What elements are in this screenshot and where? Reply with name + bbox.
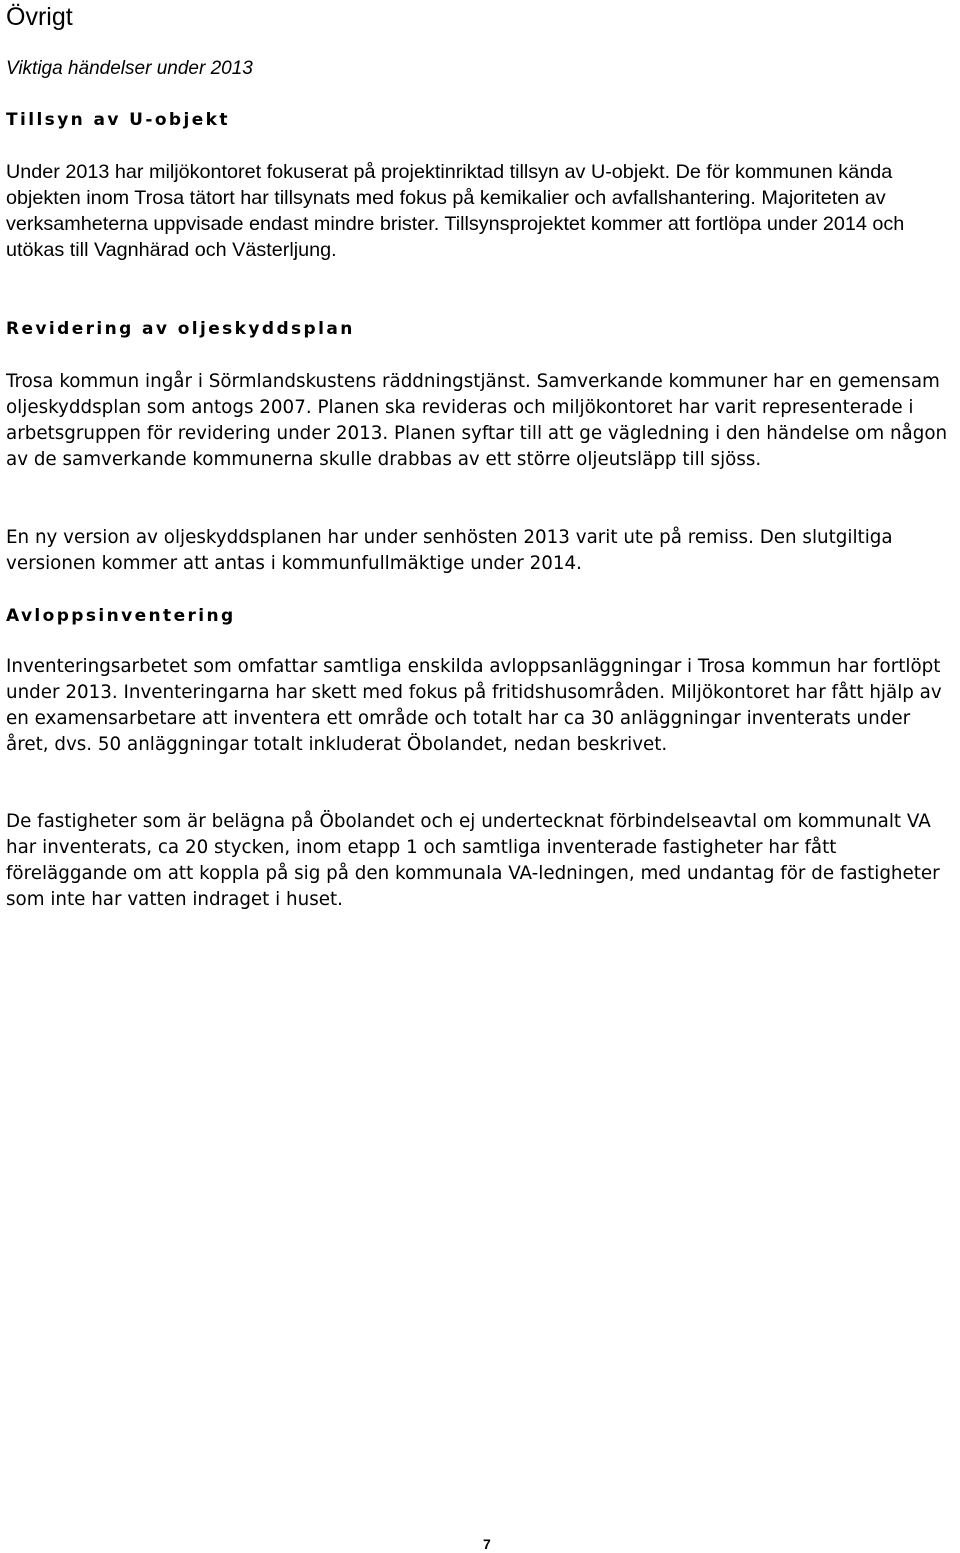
section-paragraph-oljeskyddsplan-1: Trosa kommun ingår i Sörmlandskustens räddningstjänst. Samverkande kommuner har en gemensam oljeskyddsplan som antogs 2007. Planen ska revideras och miljökontoret har varit representerade i arbetsgruppen för revidering under 2013. Planen syftar till att ge vägledning i den händelse om någon av de samverkande kommunerna skulle drabbas av ett större oljeutsläpp till sjöss. — [6, 371, 948, 470]
section-paragraph-oljeskyddsplan-2: En ny version av oljeskyddsplanen har under senhösten 2013 varit ute på remiss. Den slutgiltiga versionen kommer att antas i kommunfullmäktige under 2014. — [6, 527, 893, 574]
page-number: 7 — [483, 1536, 491, 1552]
section-heading-oljeskyddsplan: Revidering av oljeskyddsplan — [6, 319, 355, 339]
page-subtitle: Viktiga händelser under 2013 — [6, 58, 253, 79]
section-paragraph-avlopp-2: De fastigheter som är belägna på Öbolandet och ej undertecknat förbindelseavtal om kommunalt VA har inventerats, ca 20 stycken, inom etapp 1 och samtliga inventerade fastigheter har fått föreläggande om att koppla på sig på den kommunala VA-ledningen, med undantag för de fastigheter som inte har vatten indraget i huset. — [6, 811, 940, 910]
page-title: Övrigt — [6, 3, 73, 31]
section-paragraph-tillsyn: Under 2013 har miljökontoret fokuserat på projektinriktad tillsyn av U-objekt. De för kommunen kända objekten inom Trosa tätort har tillsynats med fokus på kemikalier och avfallshantering. Majoriteten av verksamheterna uppvisade endast mindre brister. Tillsynsprojektet kommer att fortlöpa under 2014 och utökas till Vagnhärad och Västerljung. — [6, 161, 905, 261]
section-paragraph-avlopp-1: Inventeringsarbetet som omfattar samtliga enskilda avloppsanläggningar i Trosa kommun har fortlöpt under 2013. Inventeringarna har skett med fokus på fritidshusområden. Miljökontoret har fått hjälp av en examensarbetare att inventera ett område och totalt har ca 30 anläggningar inventerats under året, dvs. 50 anläggningar totalt inkluderat Öbolandet, nedan beskrivet. — [6, 656, 942, 755]
section-heading-tillsyn: Tillsyn av U-objekt — [6, 110, 230, 130]
section-heading-avloppsinventering: Avloppsinventering — [6, 606, 236, 626]
